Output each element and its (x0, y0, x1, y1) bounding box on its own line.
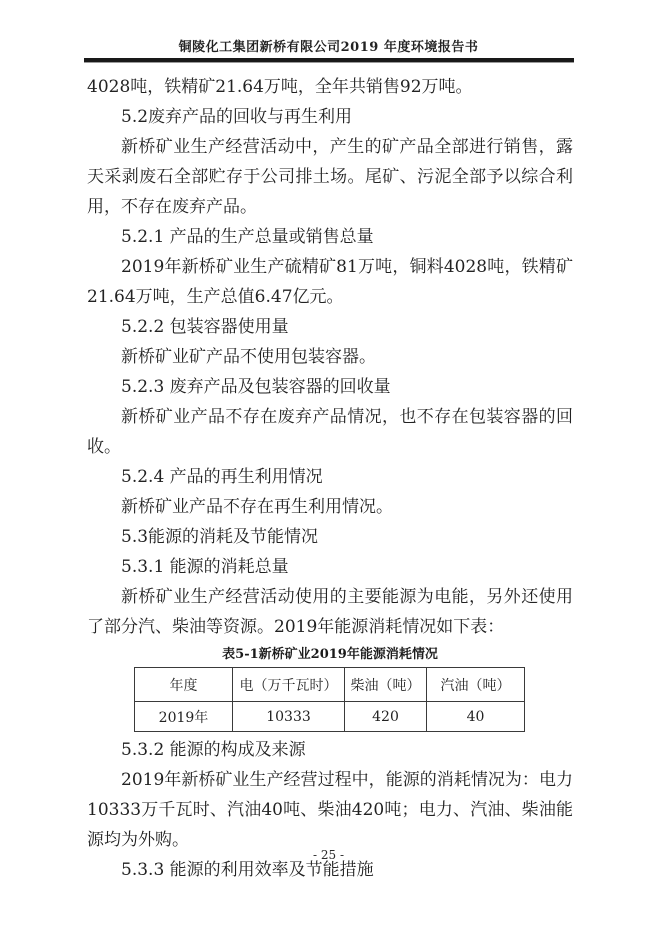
page-header-title: 铜陵化工集团新桥有限公司2019 年度环境报告书 (178, 40, 479, 55)
paragraph: 2019年新桥矿业生产硫精矿81万吨，铜料4028吨，铁精矿21.64万吨，生产总值6.47亿元。 (87, 257, 573, 307)
section-heading-5-3-2: 5.3.2 能源的构成及来源 (121, 740, 306, 760)
paragraph: 新桥矿业生产经营活动中，产生的矿产品全部进行销售，露天采剥废石全部贮存于公司排土场。尾矿、污泥全部予以综合利用，不存在废弃产品。 (87, 137, 573, 217)
paragraph: 新桥矿业产品不存在再生利用情况。 (121, 497, 393, 517)
table-cell-diesel: 420 (345, 702, 427, 732)
section-heading-5-2-1: 5.2.1 产品的生产总量或销售总量 (121, 227, 374, 247)
section-heading-5-2-3: 5.2.3 废弃产品及包装容器的回收量 (121, 377, 391, 397)
paragraph: 新桥矿业矿产品不使用包装容器。 (121, 347, 376, 367)
header-divider-rule (84, 58, 574, 63)
table-cell-gasoline: 40 (427, 702, 525, 732)
paragraph: 新桥矿业生产经营活动使用的主要能源为电能，另外还使用了部分汽、柴油等资源。2019年能源消耗情况如下表： (87, 587, 573, 637)
energy-consumption-table (134, 667, 525, 732)
table-header-cell: 年度 (135, 668, 233, 702)
document-body (87, 72, 573, 885)
table-header-cell: 汽油（吨） (427, 668, 525, 702)
table-row (135, 702, 525, 732)
section-heading-5-2-2: 5.2.2 包装容器使用量 (121, 317, 289, 337)
section-heading-5-3: 5.3能源的消耗及节能情况 (121, 527, 319, 547)
section-heading-5-3-1: 5.3.1 能源的消耗总量 (121, 557, 289, 577)
table-header-row (135, 668, 525, 702)
section-heading-5-2: 5.2废弃产品的回收与再生利用 (121, 107, 353, 127)
table-cell-electric: 10333 (233, 702, 345, 732)
table-caption: 表5-1新桥矿业2019年能源消耗情况 (222, 647, 438, 662)
table-cell-year: 2019年 (135, 702, 233, 732)
section-heading-5-2-4: 5.2.4 产品的再生利用情况 (121, 467, 323, 487)
paragraph: 2019年新桥矿业生产经营过程中，能源的消耗情况为：电力10333万千瓦时、汽油40吨、柴油420吨；电力、汽油、柴油能源均为外购。 (87, 770, 573, 850)
table-header-cell: 柴油（吨） (345, 668, 427, 702)
page-number: - 25 - (312, 848, 344, 862)
table-header-cell: 电（万千瓦时） (233, 668, 345, 702)
paragraph-continuation: 4028吨，铁精矿21.64万吨，全年共销售92万吨。 (87, 77, 473, 97)
section-heading-5-3-3: 5.3.3 能源的利用效率及节能措施 (121, 860, 374, 880)
paragraph: 新桥矿业产品不存在废弃产品情况，也不存在包装容器的回收。 (87, 407, 573, 457)
